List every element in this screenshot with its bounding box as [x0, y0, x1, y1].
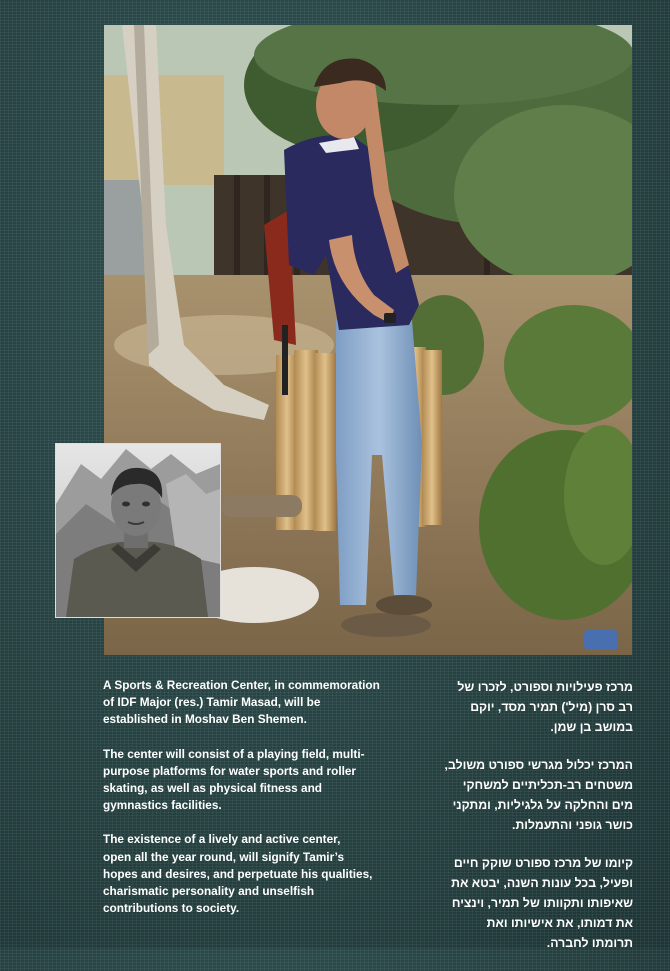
hebrew-text-column: [438, 677, 633, 971]
hebrew-paragraph-1: מרכז פעילויות וספורט, לזכרו של רב סרן (מיל') תמיר מסד, יוקם במושב בן שמן.: [457, 680, 633, 734]
english-paragraph-3: The existence of a lively and active center, open all the year round, will signify Tamir’s hopes and desires, and perpetuate his qualities, charismatic personality and unselfish contributions to society.: [103, 832, 373, 916]
inset-portrait-photo: [55, 443, 221, 618]
english-paragraph-1: A Sports & Recreation Center, in commemoration of IDF Major (res.) Tamir Masad, will be established in Moshav Ben Shemen.: [103, 678, 380, 727]
hebrew-paragraph-2: המרכז יכלול מגרשי ספורט משולב, משטחים רב-תכליתיים למשחקי מים והחלקה על גלגיליות, ומתקני כושר גופני והתעמלות.: [444, 758, 633, 832]
english-paragraph-2: The center will consist of a playing field, multi- purpose platforms for water sports and roller skating, as well as physical fitness and gymnastics facilities.: [103, 746, 365, 813]
english-text-column: [103, 677, 423, 934]
hebrew-paragraph-3: קיומו של מרכז ספורט שוקק חיים ופעיל, בכל עונות השנה, יבטא את שאיפותו ותקוותו של תמיר, וינציח את דמותו, את אישיותו ואת תרומתו לחברה.: [451, 856, 633, 950]
